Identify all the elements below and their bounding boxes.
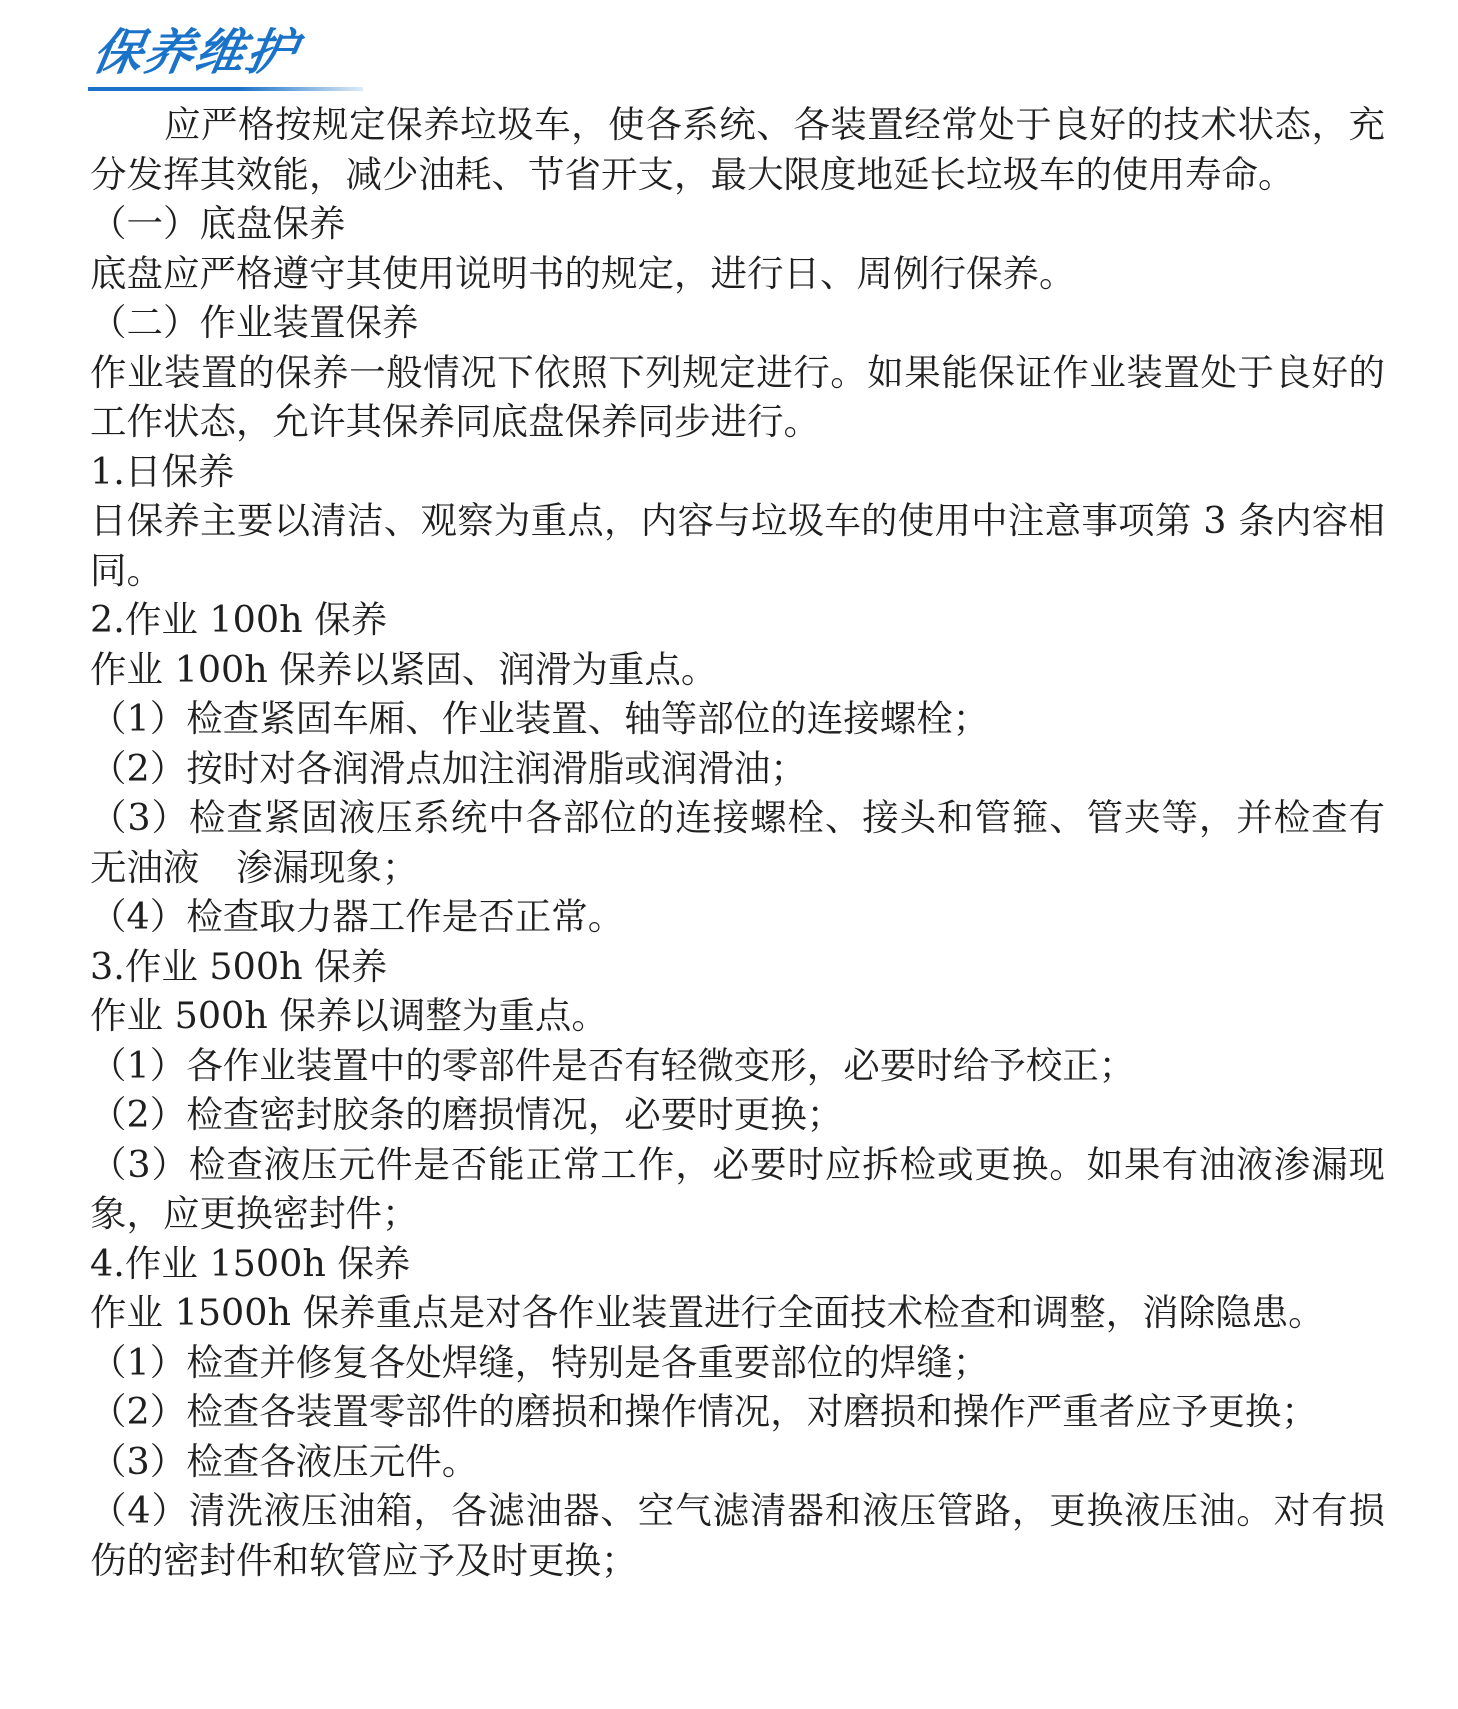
paragraph: （3）检查液压元件是否能正常工作，必要时应拆检或更换。如果有油液渗漏现象，应更换密封件； (90, 1142, 1385, 1235)
paragraph: 日保养主要以清洁、观察为重点，内容与垃圾车的使用中注意事项第 3 条内容相同。 (90, 499, 1385, 592)
paragraph: 4.作业 1500h 保养 (90, 1241, 411, 1285)
paragraph: （1）各作业装置中的零部件是否有轻微变形，必要时给予校正； (90, 1043, 1136, 1087)
paragraph: （4）检查取力器工作是否正常。 (90, 895, 625, 938)
paragraph: 3.作业 500h 保养 (90, 944, 388, 988)
paragraph: （3）检查各液压元件。 (90, 1439, 479, 1483)
section-heading (88, 22, 378, 94)
paragraph: （1）检查紧固车厢、作业装置、轴等部位的连接螺栓； (90, 697, 990, 740)
paragraph: （3）检查紧固液压系统中各部位的连接螺栓、接头和管箍、管夹等，并检查有无油液 渗漏现象； (90, 796, 1385, 889)
paragraph: （2）检查各装置零部件的磨损和操作情况，对磨损和操作严重者应予更换； (90, 1390, 1318, 1433)
paragraph: （2）按时对各润滑点加注润滑脂或润滑油； (90, 746, 807, 790)
paragraph: 2.作业 100h 保养 (90, 598, 388, 641)
paragraph: （2）检查密封胶条的磨损情况，必要时更换； (90, 1093, 844, 1136)
paragraph: （4）清洗液压油箱，各滤油器、空气滤清器和液压管路，更换液压油。对有损伤的密封件和软管应予及时更换； (90, 1489, 1385, 1582)
title-underline (88, 87, 363, 91)
paragraph: 底盘应严格遵守其使用说明书的规定，进行日、周例行保养。 (90, 251, 1076, 295)
document-body (90, 100, 1385, 1585)
paragraph: （一）底盘保养 (90, 202, 346, 245)
section-title: 保养维护 (88, 24, 303, 81)
paragraph: 作业 100h 保养以紧固、润滑为重点。 (90, 647, 718, 691)
paragraph: 作业 500h 保养以调整为重点。 (90, 994, 608, 1037)
paragraph: （二）作业装置保养 (90, 301, 419, 344)
paragraph: （1）检查并修复各处焊缝，特别是各重要部位的焊缝； (90, 1340, 990, 1384)
paragraph: 应严格按规定保养垃圾车，使各系统、各装置经常处于良好的技术状态，充分发挥其效能，减少油耗、节省开支，最大限度地延长垃圾车的使用寿命。 (90, 103, 1385, 196)
paragraph: 作业 1500h 保养重点是对各作业装置进行全面技术检查和调整，消除隐患。 (90, 1291, 1325, 1334)
paragraph: 作业装置的保养一般情况下依照下列规定进行。如果能保证作业装置处于良好的工作状态，允许其保养同底盘保养同步进行。 (90, 350, 1385, 443)
paragraph: 1.日保养 (90, 449, 235, 493)
